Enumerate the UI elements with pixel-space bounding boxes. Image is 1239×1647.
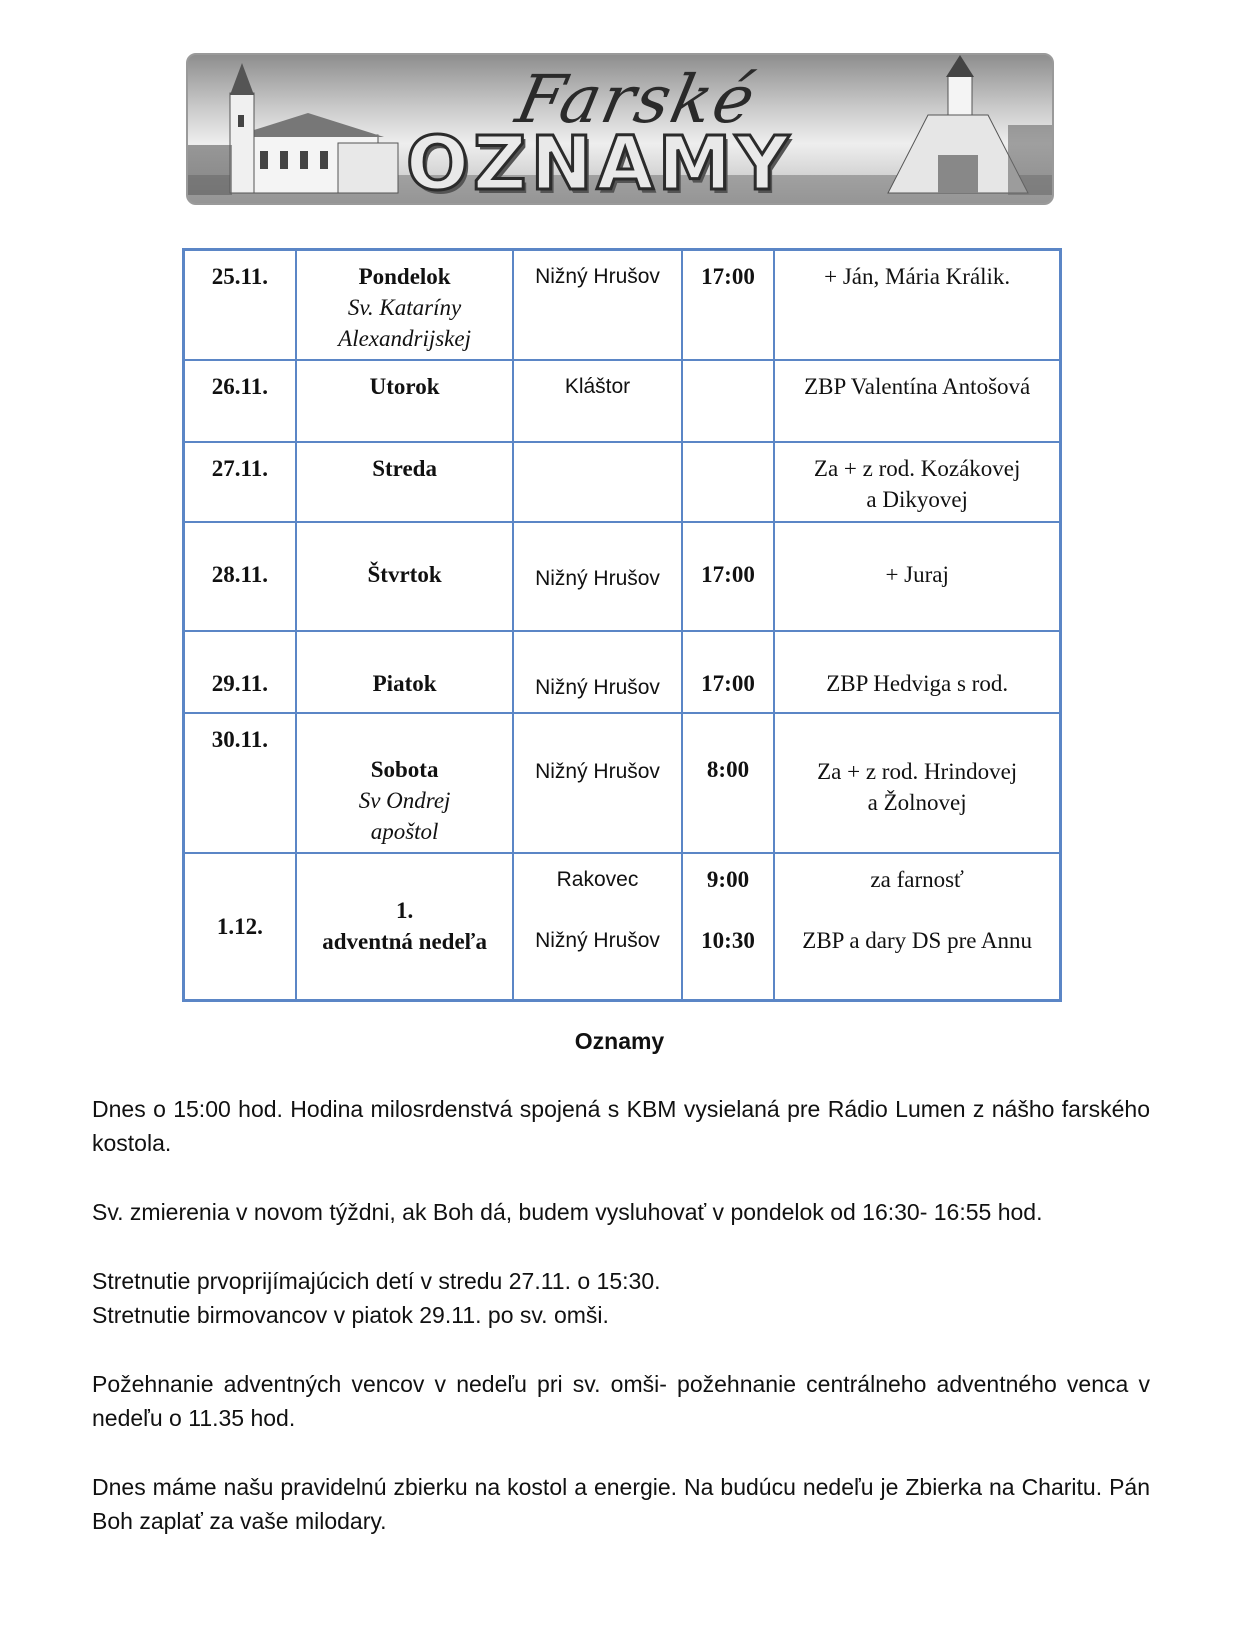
date-cell: 30.11. [184, 713, 296, 853]
saint-line: Alexandrijskej [338, 326, 471, 351]
place-line: Nižný Hrušov [535, 928, 660, 952]
intention-cell [774, 853, 1060, 1001]
time-cell: 17:00 [682, 522, 775, 631]
announcement-paragraph [92, 1264, 1150, 1332]
day-name: 1. [395, 898, 414, 924]
place-line: Rakovec [556, 867, 639, 891]
date-cell: 28.11. [184, 522, 296, 631]
announcement-text: Sv. zmierenia v novom týždni, ak Boh dá, budem vysluhovať v pondelok od 16:30- 16:55 hod. [92, 1199, 1043, 1225]
intention-line: Za + z rod. Kozákovej [813, 455, 1021, 481]
place-cell: Nižný Hrušov [513, 631, 681, 713]
day-name: adventná nedeľa [322, 929, 487, 955]
announcement-text: Stretnutie birmovancov v piatok 29.11. po sv. omši. [92, 1302, 609, 1328]
table-row [184, 360, 1061, 442]
intention-line: a Dikyovej [866, 486, 968, 512]
time-cell [682, 442, 775, 522]
header-banner [186, 53, 1054, 205]
announcements-heading: Oznamy [574, 1028, 665, 1054]
announcement-text: Stretnutie prvoprijímajúcich detí v stredu 27.11. o 15:30. [92, 1268, 661, 1294]
announcement-paragraph [92, 1367, 1150, 1435]
place-cell: Nižný Hrušov [513, 522, 681, 631]
time-cell: 8:00 [682, 713, 775, 853]
table-row [184, 250, 1061, 360]
table-row [184, 853, 1061, 1001]
table-row [184, 713, 1061, 853]
time-line: 9:00 [706, 866, 750, 892]
intention-line: Za + z rod. Hrindovej [817, 758, 1018, 784]
banner-script-title: Farské [509, 61, 764, 138]
intention-cell [774, 442, 1060, 522]
time-cell: 17:00 [682, 631, 775, 713]
intention-cell: + Ján, Mária Králik. [774, 250, 1060, 360]
date-cell: 27.11. [184, 442, 296, 522]
place-cell [513, 853, 681, 1001]
place-cell: Nižný Hrušov [513, 713, 681, 853]
date-cell: 29.11. [184, 631, 296, 713]
place-cell: Nižný Hrušov [513, 250, 681, 360]
time-cell: 17:00 [682, 250, 775, 360]
announcement-text: Dnes máme našu pravidelnú zbierku na kostol a energie. Na budúcu nedeľu je Zbierka na Charitu. Pán Boh zaplať za vaše milodary. [92, 1474, 1150, 1534]
date-cell: 26.11. [184, 360, 296, 442]
date-cell: 1.12. [184, 853, 296, 1001]
day-name: Streda [296, 442, 513, 522]
day-name: Piatok [296, 631, 513, 713]
day-cell [296, 250, 513, 360]
time-cell [682, 853, 775, 1001]
intention-cell: ZBP Hedviga s rod. [774, 631, 1060, 713]
announcement-paragraph [92, 1092, 1150, 1160]
saint-line: apoštol [370, 818, 439, 844]
intention-cell: + Juraj [774, 522, 1060, 631]
time-line: 10:30 [701, 927, 755, 953]
day-name: Utorok [296, 360, 513, 442]
announcement-text: Dnes o 15:00 hod. Hodina milosrdenstvá spojená s KBM vysielaná pre Rádio Lumen z nášho farského kostola. [92, 1096, 1150, 1156]
day-name: Pondelok [358, 264, 451, 289]
table-row [184, 442, 1061, 522]
mass-schedule-table [182, 248, 1062, 1002]
announcement-paragraph [92, 1470, 1150, 1538]
time-cell [682, 360, 775, 442]
place-cell [513, 442, 681, 522]
intention-line: za farnosť [870, 866, 964, 892]
announcement-text: Požehnanie adventných vencov v nedeľu pri sv. omši- požehnanie centrálneho adventného venca v nedeľu o 11.35 hod. [92, 1371, 1150, 1431]
banner-big-title: OZNAMY [406, 121, 793, 205]
date-cell: 25.11. [184, 250, 296, 360]
intention-line: a Žolnovej [867, 789, 967, 815]
table-row [184, 631, 1061, 713]
intention-line: ZBP a dary DS pre Annu [802, 927, 1033, 953]
intention-cell: ZBP Valentína Antošová [774, 360, 1060, 442]
day-name: Sobota [370, 756, 439, 782]
day-cell [296, 853, 513, 1001]
saint-line: Sv Ondrej [358, 787, 451, 813]
day-cell [296, 713, 513, 853]
intention-cell [774, 713, 1060, 853]
table-row [184, 522, 1061, 631]
saint-line: Sv. Kataríny [347, 295, 462, 320]
announcement-paragraph [92, 1195, 1150, 1229]
day-name: Štvrtok [296, 522, 513, 631]
place-cell: Kláštor [513, 360, 681, 442]
